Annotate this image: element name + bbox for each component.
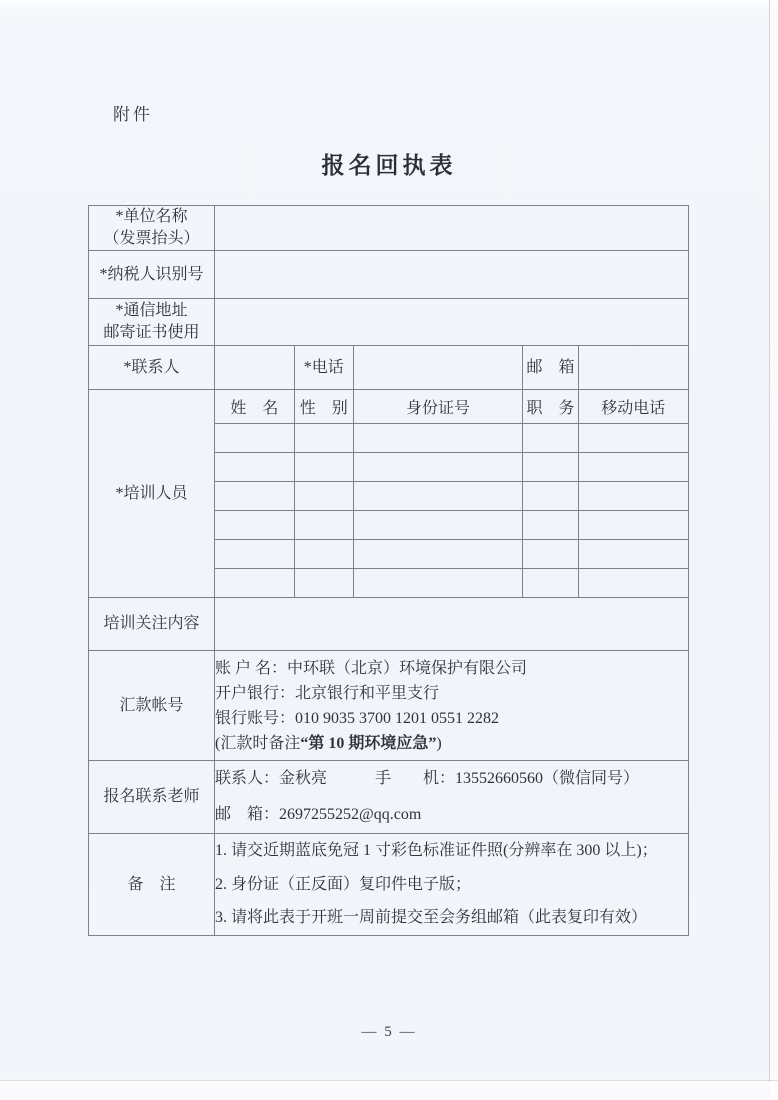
trainee-cell bbox=[578, 424, 688, 453]
trainee-cell bbox=[215, 424, 295, 453]
row-remittance bbox=[89, 651, 689, 761]
trainee-cell bbox=[578, 511, 688, 540]
trainee-cell bbox=[353, 540, 523, 569]
remittance-bank: 开户银行：北京银行和平里支行 bbox=[215, 684, 440, 702]
page-number: — 5 — bbox=[361, 1024, 417, 1040]
trainee-cell bbox=[215, 569, 295, 598]
trainee-cell bbox=[294, 569, 353, 598]
trainee-cell bbox=[578, 540, 688, 569]
trainee-col-name: 姓 名 bbox=[215, 390, 295, 424]
trainee-cell bbox=[215, 482, 295, 511]
remarks-label: 备 注 bbox=[89, 834, 215, 936]
unit-name-label bbox=[89, 206, 215, 251]
remittance-note bbox=[215, 731, 688, 756]
trainee-cell bbox=[294, 424, 353, 453]
trainee-cell bbox=[523, 453, 578, 482]
row-unit-name bbox=[89, 206, 689, 251]
registration-contact-line1: 联系人：金秋亮 手 机：13552660560（微信同号） bbox=[215, 770, 640, 787]
contact-name-value-cell bbox=[215, 346, 295, 390]
row-remarks bbox=[89, 834, 689, 936]
remittance-account-number: 银行账号：010 9035 3700 1201 0551 2282 bbox=[215, 709, 500, 727]
registration-form-table bbox=[88, 205, 689, 936]
mailing-address-label-line1: *通信地址 bbox=[115, 302, 188, 319]
training-focus-value-cell bbox=[215, 598, 689, 651]
contact-phone-label: *电话 bbox=[294, 346, 353, 390]
row-mailing-address bbox=[89, 299, 689, 346]
mailing-address-label bbox=[89, 299, 215, 346]
remittance-account-name: 账 户 名：中环联（北京）环境保护有限公司 bbox=[215, 659, 528, 677]
row-trainee-header bbox=[89, 390, 689, 424]
trainee-cell bbox=[353, 424, 523, 453]
trainee-cell bbox=[353, 453, 523, 482]
trainee-cell bbox=[523, 569, 578, 598]
unit-name-label-line1: *单位名称 bbox=[115, 208, 188, 225]
trainee-cell bbox=[294, 540, 353, 569]
trainee-cell bbox=[294, 511, 353, 540]
trainee-cell bbox=[215, 540, 295, 569]
page-title: 报名回执表 bbox=[321, 153, 457, 178]
remittance-details-cell bbox=[215, 651, 689, 761]
trainee-cell bbox=[523, 511, 578, 540]
trainee-col-mobile: 移动电话 bbox=[578, 390, 688, 424]
mailing-address-value-cell bbox=[215, 299, 689, 346]
registration-contact-label: 报名联系老师 bbox=[89, 761, 215, 834]
trainee-cell bbox=[578, 569, 688, 598]
trainee-cell bbox=[294, 482, 353, 511]
scan-edge-bottom-line bbox=[0, 1080, 778, 1081]
contact-label: *联系人 bbox=[89, 346, 215, 390]
attachment-label: 附件 bbox=[113, 105, 153, 124]
trainee-cell bbox=[294, 453, 353, 482]
row-contact bbox=[89, 346, 689, 390]
row-taxpayer-id bbox=[89, 251, 689, 299]
remittance-note-bold: “第 10 期环境应急” bbox=[300, 734, 437, 752]
trainee-cell bbox=[523, 540, 578, 569]
remark-item-1: 1. 请交近期蓝底免冠 1 寸彩色标准证件照(分辨率在 300 以上)； bbox=[215, 842, 658, 860]
mailing-address-label-line2: 邮寄证书使用 bbox=[103, 324, 200, 341]
trainee-cell bbox=[353, 511, 523, 540]
row-registration-contact bbox=[89, 761, 689, 834]
training-focus-label: 培训关注内容 bbox=[89, 598, 215, 651]
remittance-note-prefix: (汇款时备注 bbox=[215, 734, 301, 752]
registration-contact-line2: 邮 箱：2697255252@qq.com bbox=[215, 806, 422, 823]
trainee-col-gender: 性 别 bbox=[294, 390, 353, 424]
trainee-cell bbox=[523, 482, 578, 511]
unit-name-value-cell bbox=[215, 206, 689, 251]
row-training-focus bbox=[89, 598, 689, 651]
taxpayer-id-label: *纳税人识别号 bbox=[89, 251, 215, 299]
trainee-cell bbox=[578, 482, 688, 511]
remarks-details-cell bbox=[215, 834, 689, 936]
trainee-col-id-number: 身份证号 bbox=[353, 390, 523, 424]
unit-name-label-line2: （发票抬头） bbox=[103, 230, 200, 247]
remittance-note-suffix: ) bbox=[436, 734, 442, 752]
contact-phone-value-cell bbox=[353, 346, 523, 390]
remark-item-3: 3. 请将此表于开班一周前提交至会务组邮箱（此表复印有效） bbox=[215, 909, 648, 927]
trainees-label: *培训人员 bbox=[89, 390, 215, 598]
taxpayer-id-value-cell bbox=[215, 251, 689, 299]
remittance-label: 汇款帐号 bbox=[89, 651, 215, 761]
trainee-cell bbox=[578, 453, 688, 482]
remark-item-2: 2. 身份证（正反面）复印件电子版； bbox=[215, 875, 472, 893]
trainee-cell bbox=[353, 569, 523, 598]
trainee-col-position: 职 务 bbox=[523, 390, 578, 424]
trainee-cell bbox=[353, 482, 523, 511]
trainee-cell bbox=[523, 424, 578, 453]
contact-email-label: 邮 箱 bbox=[523, 346, 578, 390]
trainee-cell bbox=[215, 511, 295, 540]
trainee-cell bbox=[215, 453, 295, 482]
contact-email-value-cell bbox=[578, 346, 688, 390]
registration-contact-details-cell bbox=[215, 761, 689, 834]
